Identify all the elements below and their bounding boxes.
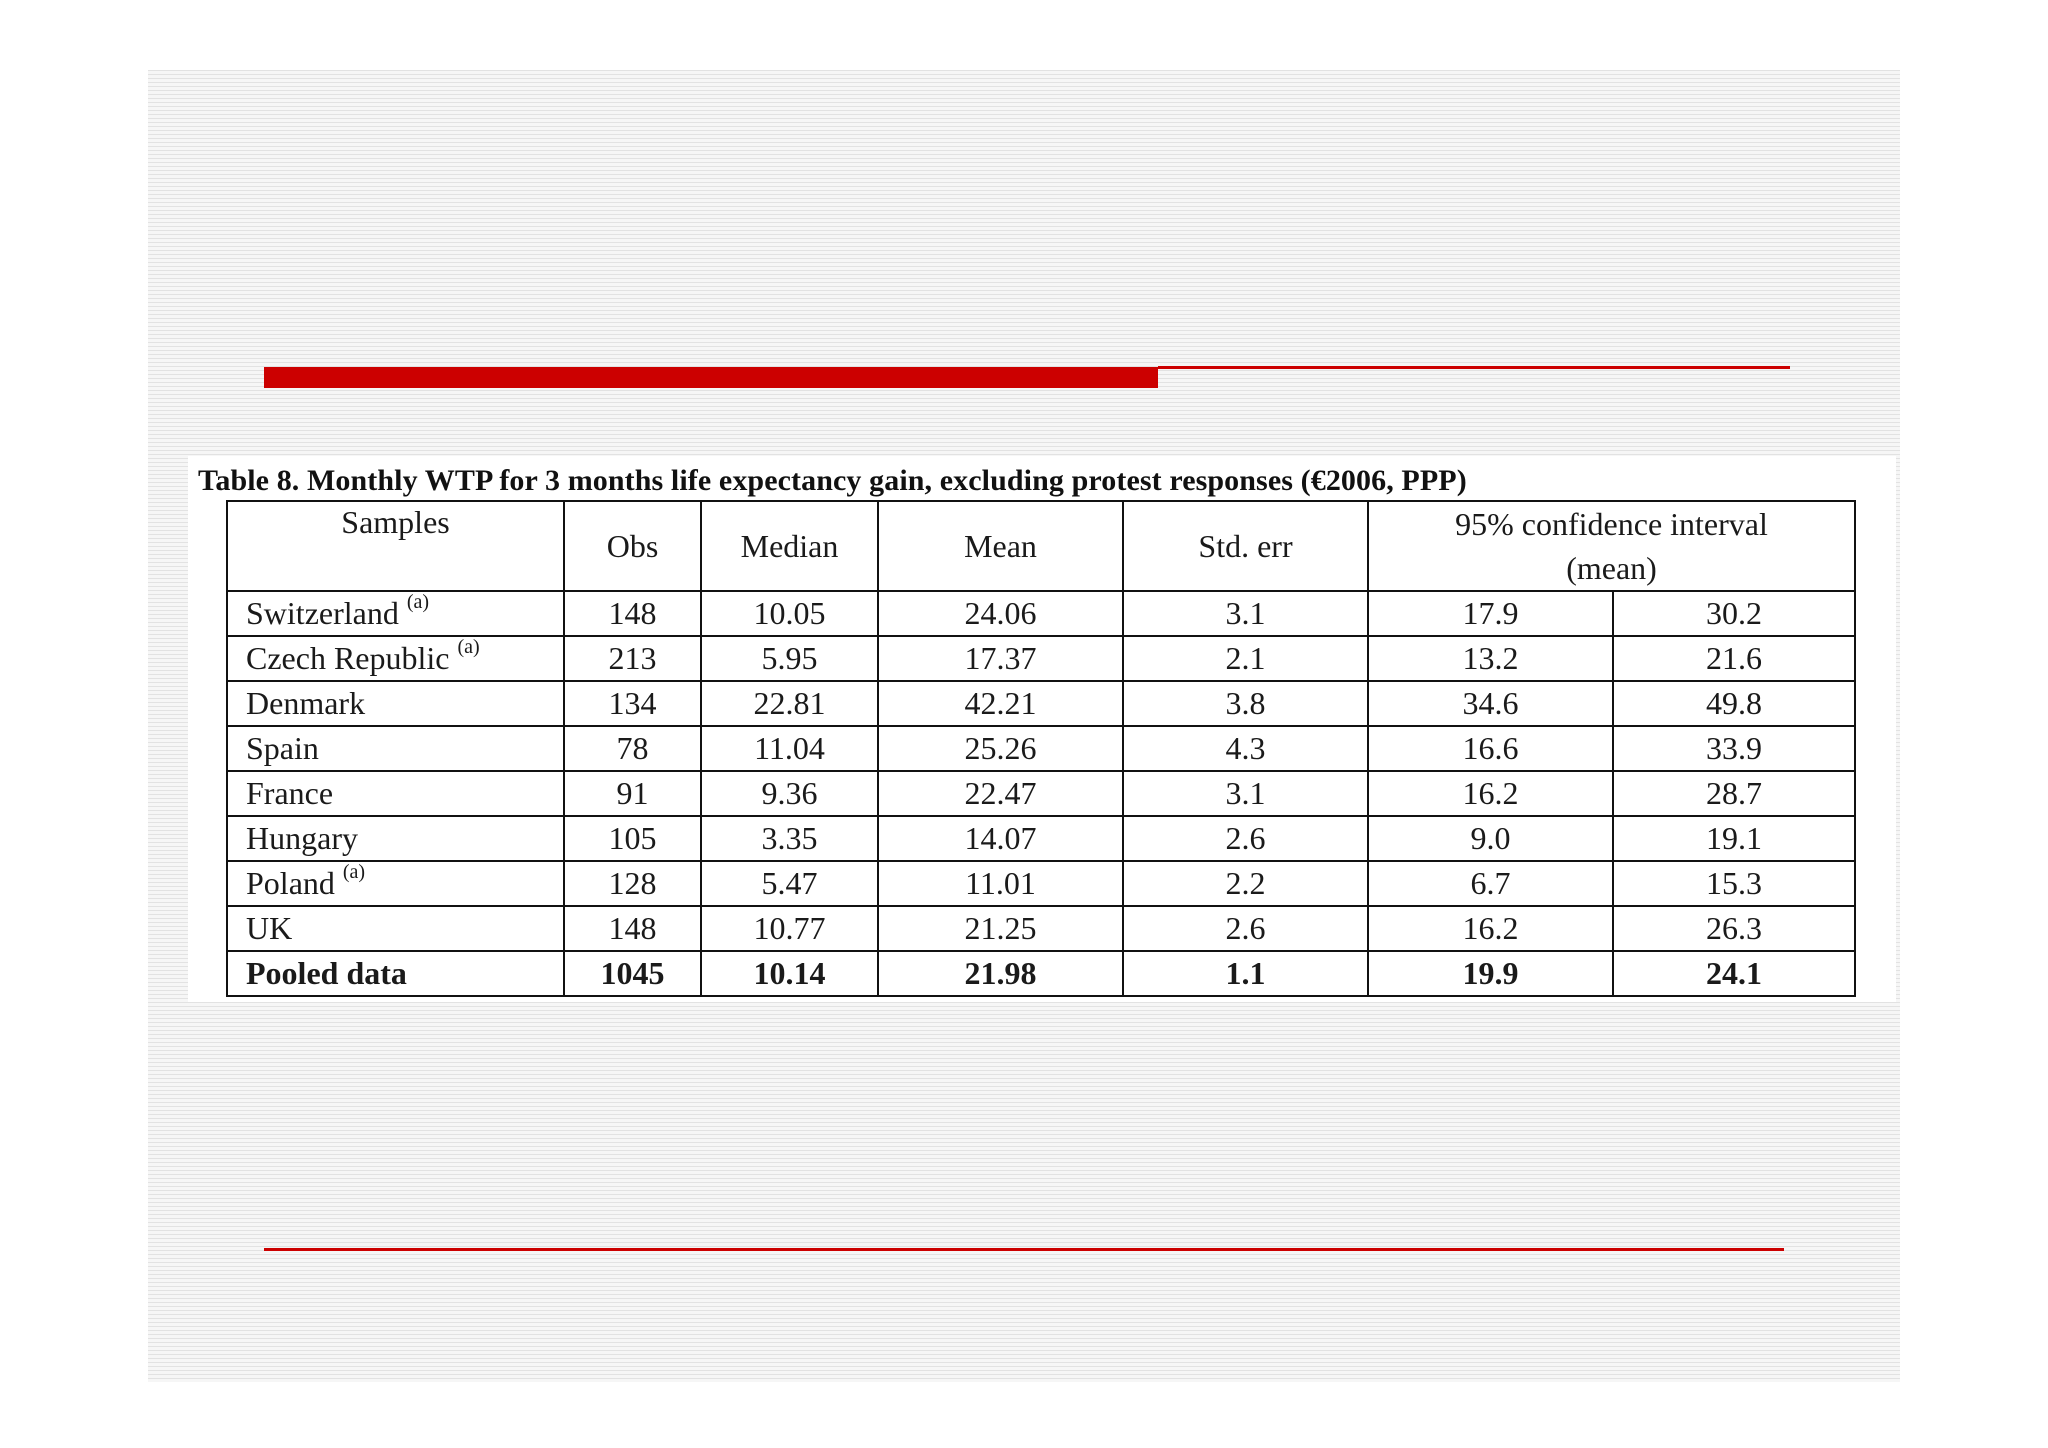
obs-cell: 148: [564, 906, 701, 951]
mean-cell: 25.26: [878, 726, 1123, 771]
median-cell: 3.35: [701, 816, 878, 861]
table-caption: Table 8. Monthly WTP for 3 months life expectancy gain, excluding protest responses (€2006, PPP): [198, 464, 1467, 497]
sample-cell: [227, 861, 564, 906]
std-err-cell: 2.2: [1123, 861, 1368, 906]
ci-high-cell: 19.1: [1613, 816, 1855, 861]
ci-high-cell: 30.2: [1613, 591, 1855, 636]
mean-cell: 24.06: [878, 591, 1123, 636]
header-std-err: Std. err: [1123, 501, 1368, 591]
sample-name: Hungary: [246, 820, 358, 857]
mean-cell: 42.21: [878, 681, 1123, 726]
obs-cell: 105: [564, 816, 701, 861]
median-cell: 5.47: [701, 861, 878, 906]
footnote-marker: (a): [342, 861, 366, 884]
std-err-cell: 3.1: [1123, 591, 1368, 636]
table-row: [227, 591, 1855, 636]
mean-cell: 14.07: [878, 816, 1123, 861]
sample-cell: [227, 816, 564, 861]
std-err-cell: 1.1: [1123, 951, 1368, 996]
sample-cell: [227, 726, 564, 771]
sample-name: Pooled data: [246, 955, 407, 992]
sample-cell: [227, 591, 564, 636]
mean-cell: 11.01: [878, 861, 1123, 906]
sample-cell: [227, 771, 564, 816]
ci-low-cell: 17.9: [1368, 591, 1613, 636]
title-bar-thin: [1158, 366, 1790, 369]
obs-cell: 91: [564, 771, 701, 816]
sample-name: France: [246, 775, 334, 812]
ci-low-cell: 16.6: [1368, 726, 1613, 771]
sample-name: Denmark: [246, 685, 366, 722]
ci-low-cell: 34.6: [1368, 681, 1613, 726]
footer-rule: [264, 1248, 1784, 1251]
median-cell: 10.77: [701, 906, 878, 951]
ci-low-cell: 9.0: [1368, 816, 1613, 861]
sample-cell: [227, 636, 564, 681]
table-header-row: [227, 501, 1855, 591]
ci-low-cell: 19.9: [1368, 951, 1613, 996]
obs-cell: 128: [564, 861, 701, 906]
title-bar-thick: [264, 367, 1158, 388]
ci-high-cell: 33.9: [1613, 726, 1855, 771]
obs-cell: 1045: [564, 951, 701, 996]
std-err-cell: 2.6: [1123, 906, 1368, 951]
table-body: [227, 591, 1855, 996]
table-row: [227, 726, 1855, 771]
sample-name: UK: [246, 910, 293, 947]
sample-cell: [227, 951, 564, 996]
mean-cell: 21.25: [878, 906, 1123, 951]
ci-low-cell: 16.2: [1368, 906, 1613, 951]
mean-cell: 22.47: [878, 771, 1123, 816]
obs-cell: 213: [564, 636, 701, 681]
table-row: [227, 681, 1855, 726]
median-cell: 5.95: [701, 636, 878, 681]
ci-low-cell: 16.2: [1368, 771, 1613, 816]
table-row: [227, 906, 1855, 951]
table-panel: [188, 456, 1896, 1002]
ci-low-cell: 13.2: [1368, 636, 1613, 681]
median-cell: 9.36: [701, 771, 878, 816]
obs-cell: 148: [564, 591, 701, 636]
sample-name: Czech Republic: [246, 640, 450, 677]
header-obs: Obs: [564, 501, 701, 591]
sample-name: Poland: [246, 865, 335, 902]
std-err-cell: 3.1: [1123, 771, 1368, 816]
table-row: [227, 816, 1855, 861]
ci-high-cell: 15.3: [1613, 861, 1855, 906]
mean-cell: 17.37: [878, 636, 1123, 681]
median-cell: 10.05: [701, 591, 878, 636]
sample-name: Spain: [246, 730, 319, 767]
mean-cell: 21.98: [878, 951, 1123, 996]
ci-high-cell: 21.6: [1613, 636, 1855, 681]
ci-high-cell: 26.3: [1613, 906, 1855, 951]
footnote-marker: (a): [457, 636, 480, 659]
footnote-marker: (a): [406, 591, 430, 614]
sample-name: Switzerland: [246, 595, 399, 632]
ci-high-cell: 24.1: [1613, 951, 1855, 996]
std-err-cell: 3.8: [1123, 681, 1368, 726]
sample-cell: [227, 906, 564, 951]
header-samples: Samples: [227, 501, 564, 591]
header-ci-line1: 95% confidence interval: [1455, 506, 1768, 542]
std-err-cell: 2.6: [1123, 816, 1368, 861]
ci-high-cell: 28.7: [1613, 771, 1855, 816]
std-err-cell: 2.1: [1123, 636, 1368, 681]
obs-cell: 134: [564, 681, 701, 726]
header-ci-line2: (mean): [1566, 550, 1657, 586]
table-row: [227, 951, 1855, 996]
header-mean: Mean: [878, 501, 1123, 591]
median-cell: 22.81: [701, 681, 878, 726]
header-median: Median: [701, 501, 878, 591]
std-err-cell: 4.3: [1123, 726, 1368, 771]
obs-cell: 78: [564, 726, 701, 771]
table-row: [227, 636, 1855, 681]
sample-cell: [227, 681, 564, 726]
header-confidence-interval: [1368, 501, 1855, 591]
table-row: [227, 861, 1855, 906]
wtp-table: [226, 500, 1856, 997]
table-row: [227, 771, 1855, 816]
median-cell: 11.04: [701, 726, 878, 771]
median-cell: 10.14: [701, 951, 878, 996]
ci-low-cell: 6.7: [1368, 861, 1613, 906]
ci-high-cell: 49.8: [1613, 681, 1855, 726]
